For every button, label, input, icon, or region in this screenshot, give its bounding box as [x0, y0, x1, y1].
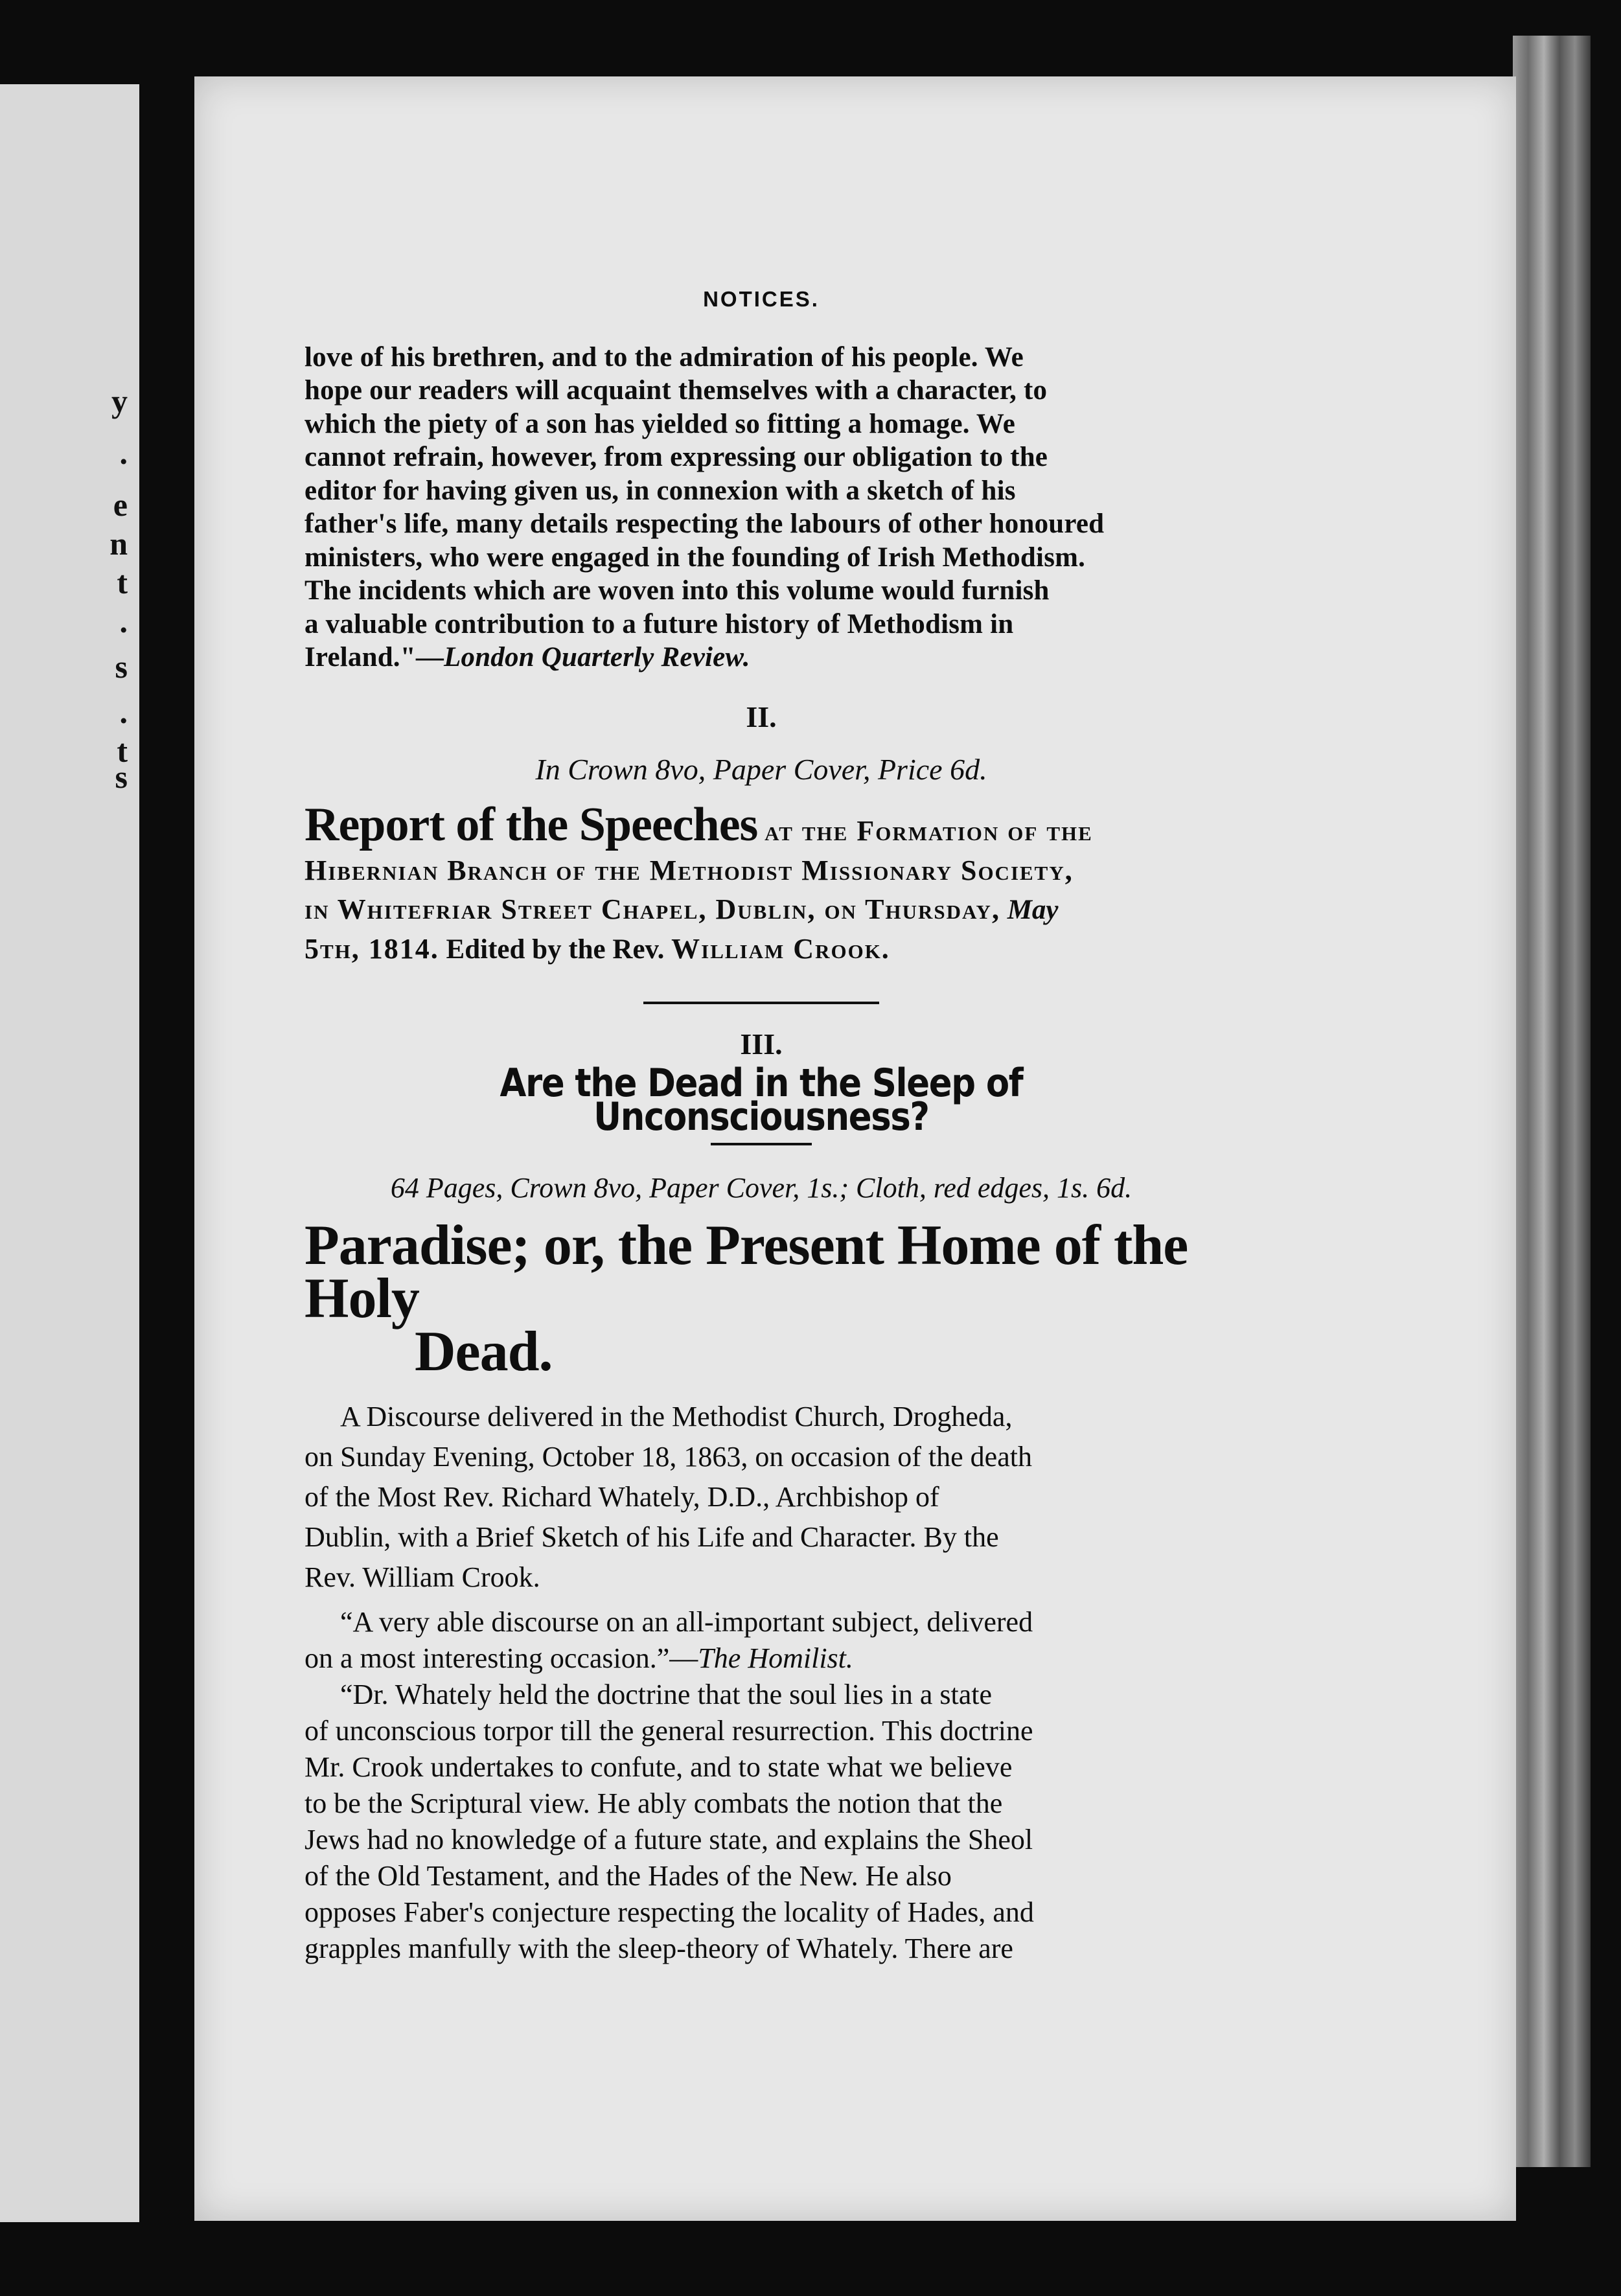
- running-header: NOTICES.: [703, 287, 820, 311]
- blackletter-title: Report of the Speeches: [305, 798, 758, 851]
- text-fragment: Ireland."—: [305, 642, 444, 672]
- review-source: London Quarterly Review.: [444, 642, 750, 672]
- page-stack-edge: [1513, 36, 1591, 2167]
- text-line: on Sunday Evening, October 18, 1863, on occasion of the death: [305, 1440, 1032, 1473]
- text-line: which the piety of a son has yielded so fitting a homage. We: [305, 408, 1016, 439]
- section-divider: [643, 1002, 879, 1004]
- text-line: [305, 930, 1218, 969]
- text-line: [305, 1640, 1218, 1677]
- fragment-char: .: [119, 694, 128, 730]
- text-line: grapples manfully with the sleep-theory of Whately. There are: [305, 1932, 1013, 1964]
- text-line: opposes Faber's conjecture respecting the locality of Hades, and: [305, 1896, 1034, 1928]
- text-line: cannot refrain, however, from expressing our obligation to the: [305, 442, 1048, 472]
- text-line: hope our readers will acquaint themselves with a character, to: [305, 375, 1048, 406]
- text-line: ministers, who were engaged in the founding of Irish Methodism.: [305, 542, 1086, 573]
- page-content: [305, 282, 1218, 1967]
- text-line: “Dr. Whately held the doctrine that the soul lies in a state: [340, 1678, 993, 1710]
- title-underline: [711, 1143, 812, 1145]
- text-line: Dublin, with a Brief Sketch of his Life and Character. By the: [305, 1521, 999, 1553]
- text-fragment: May: [1007, 894, 1059, 925]
- section3-format: 64 Pages, Crown 8vo, Paper Cover, 1s.; Cloth, red edges, 1s. 6d.: [390, 1172, 1132, 1204]
- text-line: Jews had no knowledge of a future state, and explains the Sheol: [305, 1823, 1033, 1855]
- text-line: of unconscious torpor till the general resurrection. This doctrine: [305, 1714, 1033, 1747]
- book-page: [194, 76, 1516, 2221]
- text-line: to be the Scriptural view. He ably combats the notion that the: [305, 1787, 1003, 1819]
- text-line: of the Most Rev. Richard Whately, D.D., Archbishop of: [305, 1480, 939, 1513]
- section-numeral-3: III.: [740, 1027, 783, 1061]
- text-line: [305, 890, 1218, 930]
- text-line: The incidents which are woven into this volume would furnish: [305, 575, 1050, 606]
- section3-title: Are the Dead in the Sleep of Unconsciousness?: [500, 1061, 1023, 1140]
- text-fragment: on a most interesting occasion.”—: [305, 1642, 698, 1674]
- fragment-char: s: [115, 759, 128, 795]
- fragment-char: n: [109, 525, 128, 562]
- fragment-char: e: [113, 487, 128, 523]
- text-line: love of his brethren, and to the admiration of his people. We: [305, 341, 1024, 373]
- review-paragraph: [305, 341, 1218, 674]
- text-line: Rev. William Crook.: [305, 1561, 540, 1593]
- fragment-char: .: [119, 435, 128, 471]
- section2-format: In Crown 8vo, Paper Cover, Price 6d.: [535, 753, 987, 786]
- fragment-char: s: [115, 649, 128, 685]
- fragment-char: t: [117, 733, 128, 769]
- fragment-char: y: [111, 383, 128, 419]
- text-line: “A very able discourse on an all-important subject, delivered: [340, 1605, 1033, 1638]
- author-name: William Crook.: [671, 932, 890, 965]
- fragment-char: t: [117, 564, 128, 601]
- quote-source: The Homilist.: [698, 1642, 853, 1674]
- section-numeral-2: II.: [746, 700, 777, 733]
- text-line: [305, 641, 1218, 674]
- text-line: editor for having given us, in connexion with a sketch of his: [305, 475, 1016, 506]
- section3-subtitle: [305, 1213, 1218, 1383]
- text-line: Hibernian Branch of the Methodist Missionary Society,: [305, 854, 1074, 886]
- text-fragment: 5th, 1814.: [305, 932, 439, 965]
- fragment-char: .: [119, 603, 128, 639]
- title-continuation: at the Formation of the: [765, 814, 1093, 847]
- text-line: Mr. Crook undertakes to confute, and to state what we believe: [305, 1751, 1013, 1783]
- discourse-description: [305, 1397, 1218, 1598]
- left-facing-page-fragment: [0, 84, 139, 2222]
- text-line: A Discourse delivered in the Methodist Church, Drogheda,: [340, 1400, 1013, 1432]
- text-line: father's life, many details respecting the labours of other honoured: [305, 509, 1105, 539]
- text-line: a valuable contribution to a future history of Methodism in: [305, 608, 1014, 639]
- text-line: Paradise; or, the Present Home of the Holy: [305, 1213, 1188, 1330]
- text-line: of the Old Testament, and the Hades of the New. He also: [305, 1859, 952, 1892]
- text-line: [305, 798, 1218, 851]
- section2-title-block: [305, 798, 1218, 969]
- homilist-quote: [305, 1604, 1218, 1677]
- text-fragment: Edited by the Rev.: [446, 934, 665, 965]
- text-line: Dead.: [415, 1320, 553, 1383]
- whately-quote: [305, 1677, 1218, 1967]
- text-fragment: in Whitefriar Street Chapel, Dublin, on Thursday,: [305, 893, 1000, 925]
